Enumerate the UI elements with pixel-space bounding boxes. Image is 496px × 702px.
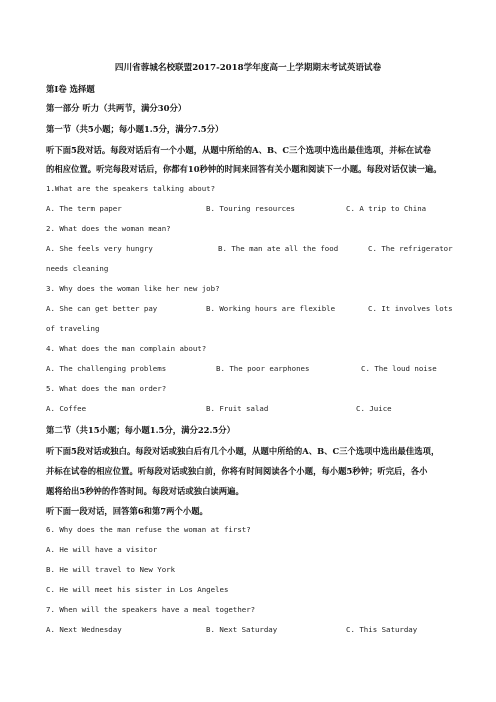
q3-option-b: B. Working hours are flexible [206, 304, 336, 313]
q3-option-c: C. It involves lots [368, 304, 453, 313]
section2-instruction-line: 并标在试卷的相应位置。听每段对话或独白前，你将有时间阅读各个小题，每小题5秒钟；听完后，各小 [46, 466, 428, 476]
section2-subheading: 听下面一段对话，回答第6和第7两个小题。 [46, 506, 208, 516]
q1-option-a: A. The term paper [46, 204, 122, 213]
question-2: 2. What does the woman mean? [46, 224, 171, 233]
q2-option-b: B. The man ate all the food [218, 244, 339, 253]
q4-option-b: B. The poor earphones [216, 364, 310, 373]
q1-option-c: C. A trip to China [346, 204, 427, 213]
q4-option-c: C. The loud noise [361, 364, 437, 373]
section2-instruction-line: 听下面5段对话或独白。每段对话或独白后有几个小题，从题中所给的A、B、C三个选项中选出最佳选项， [46, 446, 440, 456]
section1-instruction-line: 的相应位置。听完每段对话后，你都有10秒钟的时间来回答有关小题和阅读下一小题。每段对话仅读一遍。 [46, 164, 442, 174]
q2-option-c-continued: needs cleaning [46, 264, 109, 273]
document-title: 四川省蓉城名校联盟2017-2018学年度高一上学期期末考试英语试卷 [114, 63, 382, 73]
q5-option-a: A. Coffee [46, 404, 87, 413]
part1-heading: 第一部分 听力（共两节，满分30分） [46, 103, 187, 113]
q2-option-c: C. The refrigerator [368, 244, 453, 253]
q3-option-c-continued: of traveling [46, 324, 100, 333]
question-3: 3. Why does the woman like her new job? [46, 284, 220, 293]
q7-option-c: C. This Saturday [346, 625, 418, 634]
volume-heading: 第Ⅰ卷 选择题 [46, 84, 95, 94]
q6-option-a: A. He will have a visitor [46, 545, 158, 554]
question-6: 6. Why does the man refuse the woman at first? [46, 525, 251, 534]
q1-option-b: B. Touring resources [206, 204, 295, 213]
q7-option-a: A. Next Wednesday [46, 625, 122, 634]
question-1: 1.What are the speakers talking about? [46, 184, 216, 193]
question-4: 4. What does the man complain about? [46, 344, 207, 353]
q6-option-c: C. He will meet his sister in Los Angeles [46, 585, 229, 594]
section1-heading: 第一节（共5小题；每小题1.5分，满分7.5分） [46, 124, 224, 134]
q4-option-a: A. The challenging problems [46, 364, 167, 373]
question-5: 5. What does the man order? [46, 384, 167, 393]
q3-option-a: A. She can get better pay [46, 304, 158, 313]
q2-option-a: A. She feels very hungry [46, 244, 153, 253]
q7-option-b: B. Next Saturday [206, 625, 278, 634]
section2-instruction-line: 题将给出5秒钟的作答时间。每段对话或独白读两遍。 [46, 486, 244, 496]
section2-heading: 第二节（共15小题；每小题1.5分，满分22.5分） [46, 425, 235, 435]
q5-option-c: C. Juice [356, 404, 392, 413]
question-7: 7. When will the speakers have a meal together? [46, 605, 256, 614]
q6-option-b: B. He will travel to New York [46, 565, 176, 574]
q5-option-b: B. Fruit salad [206, 404, 269, 413]
section1-instruction-line: 听下面5段对话。每段对话后有一个小题，从题中所给的A、B、C三个选项中选出最佳选项，并标在试卷 [46, 145, 431, 155]
